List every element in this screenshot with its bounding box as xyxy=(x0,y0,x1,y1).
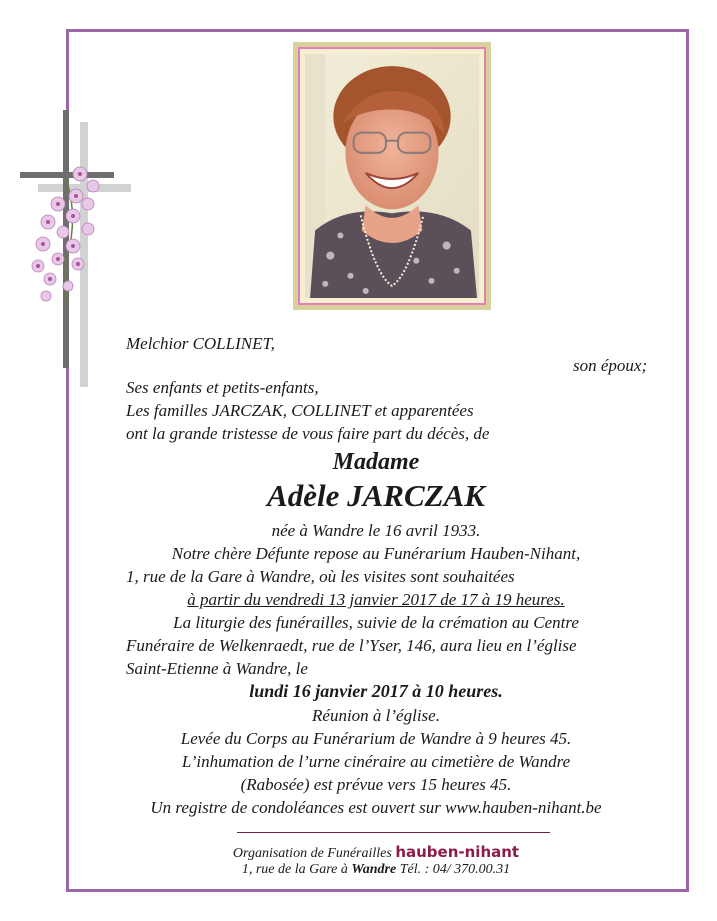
husband-name: Melchior COLLINET, xyxy=(126,334,275,353)
portrait-photo xyxy=(305,54,479,298)
deceased-name: Adèle JARCZAK xyxy=(267,478,485,513)
family-line-3: ont la grande tristesse de vous faire part du décès, de xyxy=(126,424,490,443)
address-town: Wandre xyxy=(351,862,397,877)
inhumation-line-1: L’inhumation de l’urne cinéraire au cimetière de Wandre xyxy=(181,752,571,771)
inhumation-line-2: (Rabosée) est prévue vers 15 heures 45. xyxy=(240,775,512,794)
phone-number: Tél. : 04/ 370.00.31 xyxy=(399,862,511,877)
condolence-registry: Un registre de condoléances est ouvert sur www.hauben-nihant.be xyxy=(150,798,602,817)
family-line-1: Ses enfants et petits-enfants, xyxy=(126,378,319,397)
footer-address xyxy=(66,862,686,878)
portrait-frame xyxy=(293,42,491,310)
address-prefix: 1, rue de la Gare à xyxy=(241,862,348,877)
portrait-pink-border xyxy=(298,47,486,305)
funeral-home-brand: hauben-nihant xyxy=(395,843,520,861)
footer-separator xyxy=(237,832,550,833)
ceremony-date: lundi 16 janvier 2017 à 10 heures. xyxy=(249,681,503,701)
rest-line-1: Notre chère Défunte repose au Funérarium Hauben-Nihant, xyxy=(171,544,581,563)
family-line-2: Les familles JARCZAK, COLLINET et apparentées xyxy=(126,401,474,420)
birth-info: née à Wandre le 16 avril 1933. xyxy=(271,521,481,540)
liturgy-line-2: Funéraire de Welkenraedt, rue de l’Yser, 146, aura lieu en l’église xyxy=(126,636,577,655)
husband-role: son époux; xyxy=(573,356,648,375)
liturgy-line-1: La liturgie des funérailles, suivie de la crémation au Centre xyxy=(173,613,579,632)
rest-line-2: 1, rue de la Gare à Wandre, où les visites sont souhaitées xyxy=(126,567,515,586)
levee-info: Levée du Corps au Funérarium de Wandre à 9 heures 45. xyxy=(180,729,572,748)
footer-organisation xyxy=(66,843,686,862)
cross-with-orchids-icon xyxy=(18,104,133,389)
deceased-title: Madame xyxy=(332,449,420,475)
visiting-hours: à partir du vendredi 13 janvier 2017 de 17 à 19 heures. xyxy=(187,590,565,609)
organisation-label: Organisation de Funérailles xyxy=(232,846,392,861)
liturgy-line-3: Saint-Etienne à Wandre, le xyxy=(126,659,308,678)
meeting-place: Réunion à l’église. xyxy=(312,706,440,725)
